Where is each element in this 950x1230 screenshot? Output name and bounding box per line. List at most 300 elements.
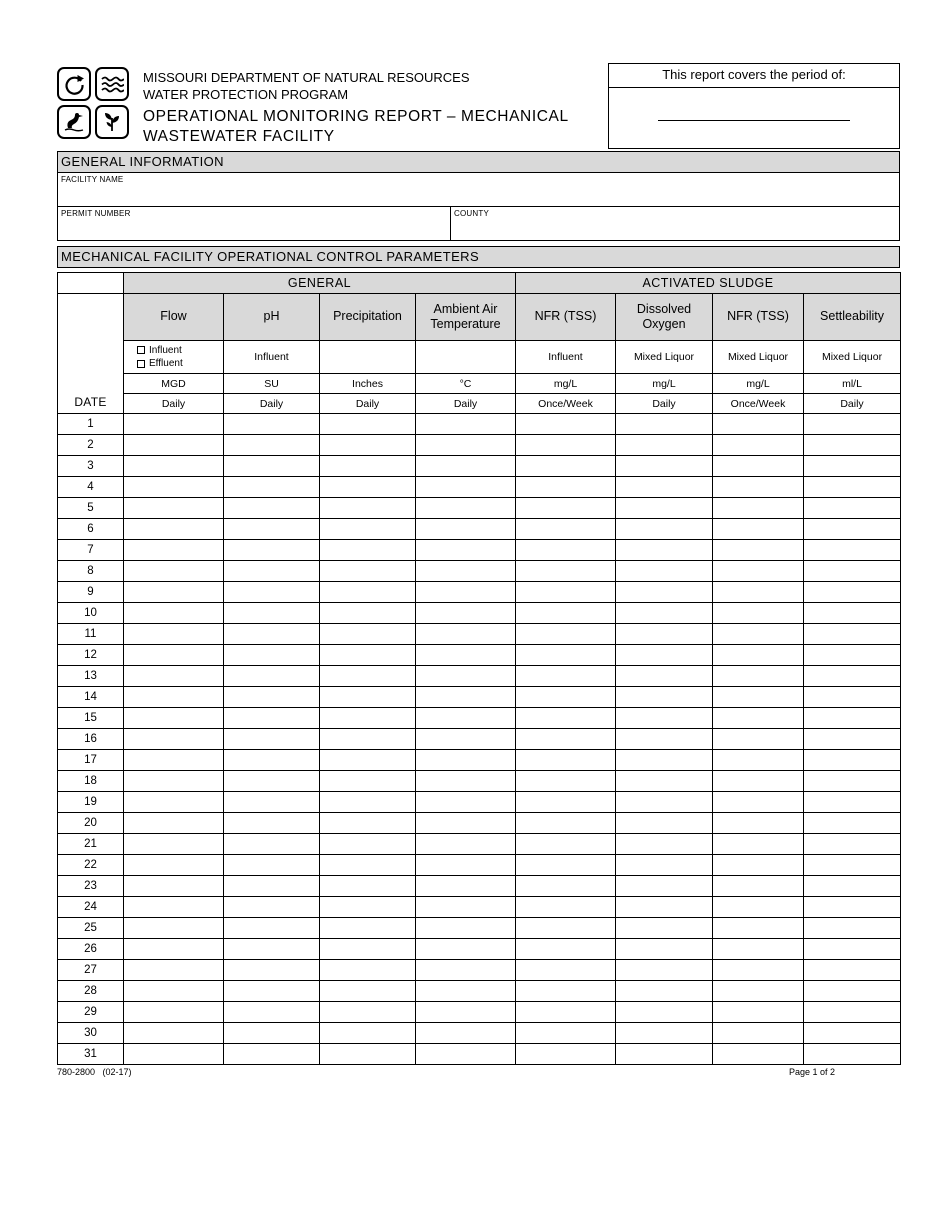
entry-cell[interactable]	[713, 477, 804, 498]
entry-cell[interactable]	[416, 582, 516, 603]
data-row	[58, 792, 901, 813]
entry-cell[interactable]	[320, 603, 416, 624]
entry-cell[interactable]	[804, 771, 901, 792]
entry-cell[interactable]	[224, 582, 320, 603]
data-row	[58, 645, 901, 666]
entry-cell[interactable]	[804, 414, 901, 435]
entry-cell[interactable]	[516, 561, 616, 582]
column-header: Dissolved Oxygen	[616, 294, 713, 341]
data-row	[58, 666, 901, 687]
page-footer	[57, 1067, 900, 1077]
entry-cell[interactable]	[416, 498, 516, 519]
entry-cell[interactable]	[804, 750, 901, 771]
entry-cell[interactable]	[804, 645, 901, 666]
entry-cell[interactable]	[124, 708, 224, 729]
entry-cell[interactable]	[416, 834, 516, 855]
date-cell: 7	[58, 540, 124, 561]
column-header: pH	[224, 294, 320, 341]
entry-cell[interactable]	[516, 897, 616, 918]
entry-cell[interactable]	[416, 960, 516, 981]
entry-cell[interactable]	[516, 708, 616, 729]
frequency-cell: Daily	[124, 394, 224, 414]
entry-cell[interactable]	[713, 981, 804, 1002]
entry-cell[interactable]	[224, 414, 320, 435]
entry-cell[interactable]	[416, 666, 516, 687]
entry-cell[interactable]	[713, 666, 804, 687]
entry-cell[interactable]	[713, 687, 804, 708]
entry-cell[interactable]	[713, 645, 804, 666]
entry-cell[interactable]	[224, 1023, 320, 1044]
entry-cell[interactable]	[416, 540, 516, 561]
entry-cell[interactable]	[320, 477, 416, 498]
date-cell: 15	[58, 708, 124, 729]
entry-cell[interactable]	[224, 897, 320, 918]
data-row	[58, 897, 901, 918]
entry-cell[interactable]	[224, 939, 320, 960]
entry-cell[interactable]	[416, 981, 516, 1002]
entry-cell[interactable]	[516, 750, 616, 771]
entry-cell[interactable]	[616, 750, 713, 771]
entry-cell[interactable]	[124, 477, 224, 498]
entry-cell[interactable]	[320, 897, 416, 918]
entry-cell[interactable]	[804, 855, 901, 876]
entry-cell[interactable]	[713, 855, 804, 876]
entry-cell[interactable]	[416, 813, 516, 834]
date-cell: 3	[58, 456, 124, 477]
params-tbody	[58, 414, 901, 1065]
entry-cell[interactable]	[224, 540, 320, 561]
entry-cell[interactable]	[713, 918, 804, 939]
entry-cell[interactable]	[713, 1023, 804, 1044]
entry-cell[interactable]	[804, 960, 901, 981]
entry-cell[interactable]	[616, 1023, 713, 1044]
entry-cell[interactable]	[224, 960, 320, 981]
entry-cell[interactable]	[416, 1002, 516, 1023]
entry-cell[interactable]	[124, 792, 224, 813]
entry-cell[interactable]	[804, 876, 901, 897]
facility-name-field[interactable]	[57, 173, 900, 207]
entry-cell[interactable]	[616, 1002, 713, 1023]
date-cell: 14	[58, 687, 124, 708]
data-row	[58, 750, 901, 771]
entry-cell[interactable]	[616, 645, 713, 666]
column-name-row	[58, 294, 901, 341]
entry-cell[interactable]	[320, 729, 416, 750]
entry-cell[interactable]	[416, 435, 516, 456]
entry-cell[interactable]	[124, 855, 224, 876]
entry-cell[interactable]	[616, 1044, 713, 1065]
checkbox-influent[interactable]	[137, 346, 145, 354]
entry-cell[interactable]	[124, 750, 224, 771]
entry-cell[interactable]	[516, 687, 616, 708]
entry-cell[interactable]	[616, 876, 713, 897]
entry-cell[interactable]	[320, 939, 416, 960]
entry-cell[interactable]	[516, 1002, 616, 1023]
entry-cell[interactable]	[124, 981, 224, 1002]
entry-cell[interactable]	[516, 645, 616, 666]
entry-cell[interactable]	[713, 750, 804, 771]
entry-cell[interactable]	[804, 813, 901, 834]
entry-cell[interactable]	[224, 687, 320, 708]
entry-cell[interactable]	[804, 540, 901, 561]
entry-cell[interactable]	[713, 960, 804, 981]
entry-cell[interactable]	[320, 792, 416, 813]
entry-cell[interactable]	[804, 624, 901, 645]
date-cell: 9	[58, 582, 124, 603]
entry-cell[interactable]	[416, 729, 516, 750]
entry-cell[interactable]	[416, 708, 516, 729]
entry-cell[interactable]	[516, 813, 616, 834]
entry-cell[interactable]	[320, 750, 416, 771]
entry-cell[interactable]	[124, 1002, 224, 1023]
entry-cell[interactable]	[804, 792, 901, 813]
entry-cell[interactable]	[516, 624, 616, 645]
entry-cell[interactable]	[713, 456, 804, 477]
entry-cell[interactable]	[224, 561, 320, 582]
date-cell: 24	[58, 897, 124, 918]
entry-cell[interactable]	[713, 624, 804, 645]
entry-cell[interactable]	[124, 519, 224, 540]
entry-cell[interactable]	[516, 666, 616, 687]
entry-cell[interactable]	[224, 435, 320, 456]
entry-cell[interactable]	[320, 687, 416, 708]
entry-cell[interactable]	[616, 540, 713, 561]
entry-cell[interactable]	[804, 519, 901, 540]
entry-cell[interactable]	[804, 687, 901, 708]
date-cell: 4	[58, 477, 124, 498]
entry-cell[interactable]	[713, 729, 804, 750]
entry-cell[interactable]	[804, 582, 901, 603]
facility-name-value[interactable]	[61, 184, 896, 202]
entry-cell[interactable]	[416, 645, 516, 666]
entry-cell[interactable]	[713, 792, 804, 813]
entry-cell[interactable]	[713, 1044, 804, 1065]
entry-cell[interactable]	[713, 435, 804, 456]
entry-cell[interactable]	[124, 414, 224, 435]
entry-cell[interactable]	[224, 981, 320, 1002]
unit-cell: °C	[416, 374, 516, 394]
unit-cell: Inches	[320, 374, 416, 394]
entry-cell[interactable]	[224, 834, 320, 855]
entry-cell[interactable]	[124, 813, 224, 834]
entry-cell[interactable]	[320, 855, 416, 876]
entry-cell[interactable]	[124, 645, 224, 666]
entry-cell[interactable]	[804, 477, 901, 498]
entry-cell[interactable]	[804, 603, 901, 624]
entry-cell[interactable]	[804, 729, 901, 750]
entry-cell[interactable]	[224, 603, 320, 624]
entry-cell[interactable]	[320, 561, 416, 582]
date-cell: 11	[58, 624, 124, 645]
entry-cell[interactable]	[320, 456, 416, 477]
entry-cell[interactable]	[224, 876, 320, 897]
entry-cell[interactable]	[804, 561, 901, 582]
entry-cell[interactable]	[320, 540, 416, 561]
checkbox-effluent[interactable]	[137, 360, 145, 368]
entry-cell[interactable]	[320, 582, 416, 603]
entry-cell[interactable]	[124, 1023, 224, 1044]
entry-cell[interactable]	[224, 771, 320, 792]
entry-cell[interactable]	[224, 477, 320, 498]
entry-cell[interactable]	[616, 519, 713, 540]
entry-cell[interactable]	[224, 624, 320, 645]
entry-cell[interactable]	[516, 960, 616, 981]
entry-cell[interactable]	[713, 876, 804, 897]
entry-cell[interactable]	[713, 540, 804, 561]
entry-cell[interactable]	[224, 855, 320, 876]
entry-cell[interactable]	[516, 414, 616, 435]
permit-number-value[interactable]	[61, 218, 447, 236]
group-header: GENERAL	[124, 273, 516, 294]
entry-cell[interactable]	[804, 918, 901, 939]
entry-cell[interactable]	[804, 1044, 901, 1065]
entry-cell[interactable]	[124, 498, 224, 519]
unit-cell: mg/L	[713, 374, 804, 394]
entry-cell[interactable]	[516, 603, 616, 624]
entry-cell[interactable]	[224, 729, 320, 750]
general-information-header: GENERAL INFORMATION	[57, 151, 900, 173]
date-cell: 23	[58, 876, 124, 897]
entry-cell[interactable]	[616, 498, 713, 519]
entry-cell[interactable]	[713, 582, 804, 603]
entry-cell[interactable]	[713, 519, 804, 540]
entry-cell[interactable]	[224, 1044, 320, 1065]
entry-cell[interactable]	[616, 582, 713, 603]
entry-cell[interactable]	[804, 435, 901, 456]
entry-cell[interactable]	[416, 792, 516, 813]
entry-cell[interactable]	[713, 897, 804, 918]
entry-cell[interactable]	[320, 918, 416, 939]
entry-cell[interactable]	[224, 519, 320, 540]
entry-cell[interactable]	[124, 666, 224, 687]
entry-cell[interactable]	[616, 624, 713, 645]
date-cell: 5	[58, 498, 124, 519]
entry-cell[interactable]	[224, 498, 320, 519]
entry-cell[interactable]	[320, 498, 416, 519]
entry-cell[interactable]	[320, 666, 416, 687]
entry-cell[interactable]	[616, 666, 713, 687]
entry-cell[interactable]	[616, 561, 713, 582]
entry-cell[interactable]	[516, 1044, 616, 1065]
entry-cell[interactable]	[804, 456, 901, 477]
entry-cell[interactable]	[320, 708, 416, 729]
entry-cell[interactable]	[320, 981, 416, 1002]
entry-cell[interactable]	[516, 939, 616, 960]
entry-cell[interactable]	[124, 897, 224, 918]
entry-cell[interactable]	[224, 456, 320, 477]
entry-cell[interactable]	[516, 771, 616, 792]
entry-cell[interactable]	[124, 939, 224, 960]
entry-cell[interactable]	[124, 435, 224, 456]
units-row	[58, 374, 901, 394]
entry-cell[interactable]	[124, 729, 224, 750]
entry-cell[interactable]	[616, 960, 713, 981]
form-header	[57, 63, 900, 151]
entry-cell[interactable]	[124, 624, 224, 645]
entry-cell[interactable]	[516, 582, 616, 603]
entry-cell[interactable]	[516, 519, 616, 540]
entry-cell[interactable]	[224, 645, 320, 666]
entry-cell[interactable]	[516, 477, 616, 498]
entry-cell[interactable]	[516, 498, 616, 519]
entry-cell[interactable]	[616, 834, 713, 855]
entry-cell[interactable]	[616, 414, 713, 435]
entry-cell[interactable]	[416, 561, 516, 582]
report-period-box	[608, 63, 900, 149]
entry-cell[interactable]	[124, 876, 224, 897]
data-row	[58, 1044, 901, 1065]
entry-cell[interactable]	[416, 624, 516, 645]
entry-cell[interactable]	[616, 708, 713, 729]
entry-cell[interactable]	[416, 687, 516, 708]
column-header: Flow	[124, 294, 224, 341]
entry-cell[interactable]	[516, 876, 616, 897]
entry-cell[interactable]	[713, 708, 804, 729]
form-number: 780-2800 (02-17)	[57, 1067, 132, 1077]
entry-cell[interactable]	[713, 603, 804, 624]
entry-cell[interactable]	[224, 708, 320, 729]
entry-cell[interactable]	[124, 687, 224, 708]
entry-cell[interactable]	[416, 750, 516, 771]
entry-cell[interactable]	[713, 834, 804, 855]
entry-cell[interactable]	[224, 750, 320, 771]
data-row	[58, 834, 901, 855]
entry-cell[interactable]	[616, 477, 713, 498]
entry-cell[interactable]	[224, 666, 320, 687]
sample-type-cell	[416, 341, 516, 374]
entry-cell[interactable]	[616, 855, 713, 876]
entry-cell[interactable]	[416, 897, 516, 918]
entry-cell[interactable]	[804, 981, 901, 1002]
entry-cell[interactable]	[124, 540, 224, 561]
entry-cell[interactable]	[124, 561, 224, 582]
entry-cell[interactable]	[124, 603, 224, 624]
entry-cell[interactable]	[616, 813, 713, 834]
entry-cell[interactable]	[320, 876, 416, 897]
entry-cell[interactable]	[713, 771, 804, 792]
entry-cell[interactable]	[416, 771, 516, 792]
entry-cell[interactable]	[124, 456, 224, 477]
entry-cell[interactable]	[516, 792, 616, 813]
entry-cell[interactable]	[616, 771, 713, 792]
entry-cell[interactable]	[804, 708, 901, 729]
county-value[interactable]	[454, 218, 896, 236]
entry-cell[interactable]	[516, 1023, 616, 1044]
entry-cell[interactable]	[804, 897, 901, 918]
entry-cell[interactable]	[124, 582, 224, 603]
entry-cell[interactable]	[320, 435, 416, 456]
entry-cell[interactable]	[713, 813, 804, 834]
entry-cell[interactable]	[320, 519, 416, 540]
entry-cell[interactable]	[416, 1044, 516, 1065]
entry-cell[interactable]	[124, 1044, 224, 1065]
entry-cell[interactable]	[320, 1023, 416, 1044]
entry-cell[interactable]	[616, 456, 713, 477]
data-row	[58, 561, 901, 582]
entry-cell[interactable]	[416, 414, 516, 435]
entry-cell[interactable]	[616, 939, 713, 960]
entry-cell[interactable]	[804, 1002, 901, 1023]
entry-cell[interactable]	[320, 1044, 416, 1065]
entry-cell[interactable]	[616, 687, 713, 708]
entry-cell[interactable]	[713, 561, 804, 582]
date-cell: 8	[58, 561, 124, 582]
entry-cell[interactable]	[516, 855, 616, 876]
facility-name-label: FACILITY NAME	[61, 175, 124, 184]
entry-cell[interactable]	[320, 414, 416, 435]
entry-cell[interactable]	[416, 477, 516, 498]
entry-cell[interactable]	[616, 918, 713, 939]
entry-cell[interactable]	[713, 414, 804, 435]
date-cell: 29	[58, 1002, 124, 1023]
data-row	[58, 687, 901, 708]
entry-cell[interactable]	[320, 834, 416, 855]
entry-cell[interactable]	[616, 981, 713, 1002]
entry-cell[interactable]	[320, 1002, 416, 1023]
entry-cell[interactable]	[516, 729, 616, 750]
county-field[interactable]	[451, 207, 899, 240]
entry-cell[interactable]	[516, 456, 616, 477]
entry-cell[interactable]	[320, 624, 416, 645]
entry-cell[interactable]	[416, 603, 516, 624]
entry-cell[interactable]	[616, 729, 713, 750]
permit-number-field[interactable]	[58, 207, 451, 240]
entry-cell[interactable]	[224, 813, 320, 834]
entry-cell[interactable]	[416, 855, 516, 876]
entry-cell[interactable]	[320, 645, 416, 666]
entry-cell[interactable]	[416, 519, 516, 540]
entry-cell[interactable]	[616, 603, 713, 624]
entry-cell[interactable]	[804, 666, 901, 687]
entry-cell[interactable]	[124, 960, 224, 981]
entry-cell[interactable]	[804, 1023, 901, 1044]
checkbox-label: Influent	[149, 344, 182, 356]
entry-cell[interactable]	[713, 498, 804, 519]
entry-cell[interactable]	[416, 918, 516, 939]
entry-cell[interactable]	[516, 981, 616, 1002]
entry-cell[interactable]	[124, 834, 224, 855]
unit-cell: ml/L	[804, 374, 901, 394]
sample-type-cell: Mixed Liquor	[616, 341, 713, 374]
entry-cell[interactable]	[713, 1002, 804, 1023]
entry-cell[interactable]	[804, 834, 901, 855]
entry-cell[interactable]	[124, 771, 224, 792]
entry-cell[interactable]	[320, 771, 416, 792]
entry-cell[interactable]	[124, 918, 224, 939]
entry-cell[interactable]	[320, 813, 416, 834]
entry-cell[interactable]	[616, 897, 713, 918]
entry-cell[interactable]	[320, 960, 416, 981]
report-period-input[interactable]	[658, 120, 850, 121]
entry-cell[interactable]	[804, 939, 901, 960]
entry-cell[interactable]	[224, 792, 320, 813]
entry-cell[interactable]	[416, 456, 516, 477]
entry-cell[interactable]	[416, 1023, 516, 1044]
entry-cell[interactable]	[804, 498, 901, 519]
entry-cell[interactable]	[516, 540, 616, 561]
entry-cell[interactable]	[416, 876, 516, 897]
entry-cell[interactable]	[516, 435, 616, 456]
date-cell: 2	[58, 435, 124, 456]
entry-cell[interactable]	[516, 918, 616, 939]
entry-cell[interactable]	[616, 792, 713, 813]
entry-cell[interactable]	[516, 834, 616, 855]
entry-cell[interactable]	[224, 918, 320, 939]
entry-cell[interactable]	[713, 939, 804, 960]
entry-cell[interactable]	[616, 435, 713, 456]
entry-cell[interactable]	[224, 1002, 320, 1023]
entry-cell[interactable]	[416, 939, 516, 960]
